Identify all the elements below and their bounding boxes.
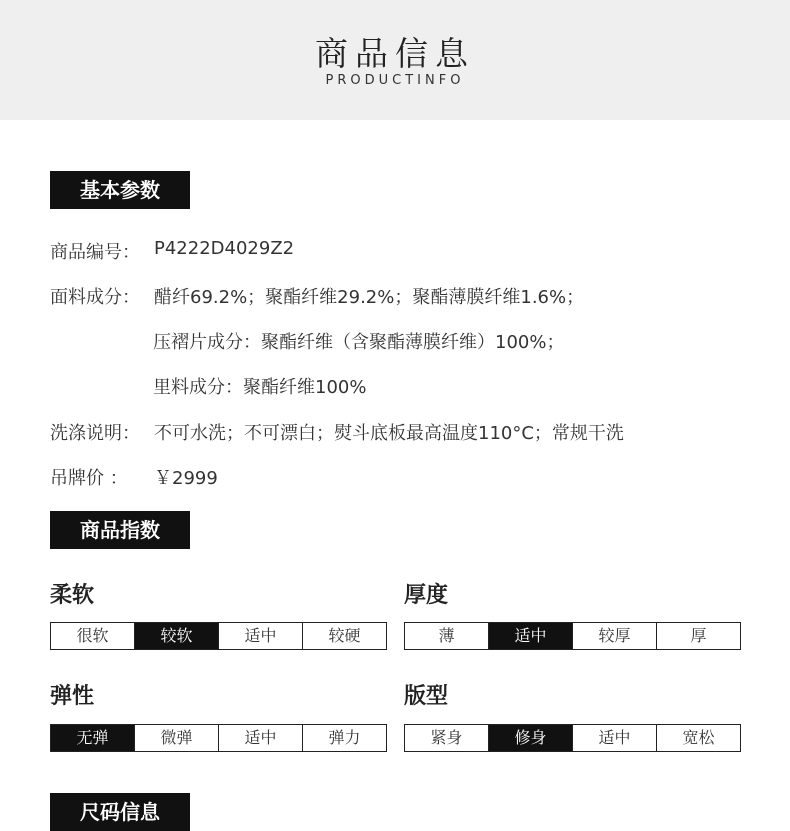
section-tag-size: 尺码信息 — [50, 793, 190, 831]
softness-scale — [50, 622, 387, 650]
section-tag-basic: 基本参数 — [50, 171, 190, 209]
page-title: 商品信息 — [315, 34, 475, 73]
softness-option: 较硬 — [303, 623, 386, 649]
elasticity-option: 弹力 — [303, 725, 386, 751]
pleat-composition: 压褶片成分：聚酯纤维（含聚酯薄膜纤维）100%； — [153, 332, 565, 353]
fabric-row — [50, 283, 585, 309]
elasticity-option: 适中 — [219, 725, 303, 751]
softness-title: 柔软 — [50, 583, 95, 608]
softness-option: 适中 — [219, 623, 303, 649]
fabric-value: 醋纤69.2%；聚酯纤维29.2%；聚酯薄膜纤维1.6%； — [154, 287, 585, 308]
thickness-option: 较厚 — [573, 623, 657, 649]
price-row — [50, 464, 218, 490]
fit-option: 修身 — [489, 725, 573, 751]
thickness-title: 厚度 — [404, 583, 449, 608]
fit-scale — [404, 724, 741, 752]
thickness-scale — [404, 622, 741, 650]
page-subtitle: PRODUCTINFO — [325, 73, 465, 88]
elasticity-scale — [50, 724, 387, 752]
softness-option: 很软 — [51, 623, 135, 649]
product-code-row — [50, 238, 295, 264]
fit-title: 版型 — [404, 684, 449, 709]
elasticity-option: 微弹 — [135, 725, 219, 751]
lining-composition: 里料成分：聚酯纤维100% — [153, 377, 367, 398]
fabric-label: 面料成分： — [50, 287, 140, 308]
thickness-option: 适中 — [489, 623, 573, 649]
section-tag-index: 商品指数 — [50, 511, 190, 549]
thickness-option: 厚 — [657, 623, 740, 649]
product-code-value: P4222D4029Z2 — [154, 238, 295, 259]
fit-option: 宽松 — [657, 725, 740, 751]
wash-value: 不可水洗；不可漂白；熨斗底板最高温度110°C；常规干洗 — [154, 423, 624, 444]
thickness-option: 薄 — [405, 623, 489, 649]
fit-option: 适中 — [573, 725, 657, 751]
softness-option: 较软 — [135, 623, 219, 649]
product-info-header — [0, 0, 790, 120]
wash-label: 洗涤说明： — [50, 423, 140, 444]
elasticity-title: 弹性 — [50, 684, 95, 709]
wash-row — [50, 419, 624, 445]
elasticity-option: 无弹 — [51, 725, 135, 751]
product-code-label: 商品编号： — [50, 242, 140, 263]
price-value: ￥2999 — [154, 468, 218, 489]
fit-option: 紧身 — [405, 725, 489, 751]
price-label: 吊牌价 ： — [50, 468, 128, 489]
